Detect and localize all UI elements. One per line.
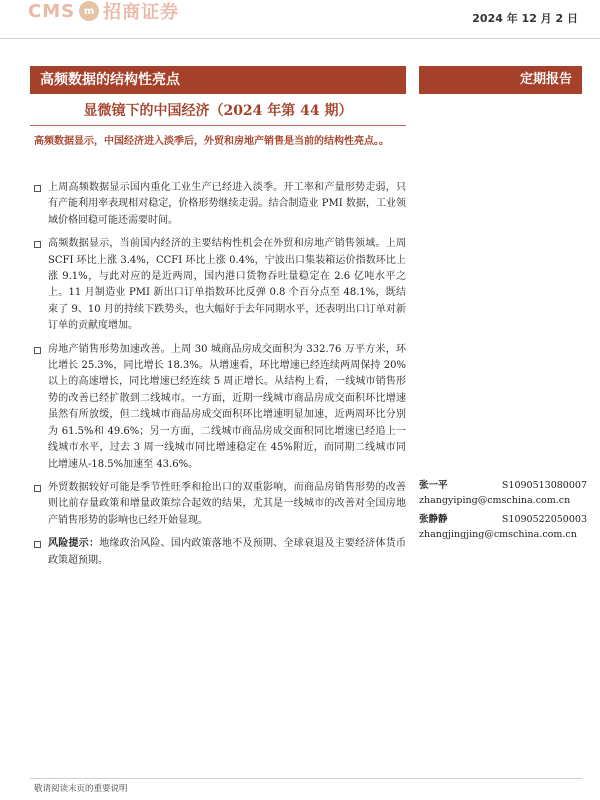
analyst-license-id: S1090513080007 bbox=[501, 480, 587, 491]
bullet-text: 外贸数据较好可能是季节性旺季和抢出口的双重影响，而商品房销售形势的改善则比前存量政策和增量政策综合起效的结果，尤其是一线城市的改善对全国房地产销售形势的影响也已经开始显现。 bbox=[48, 481, 406, 526]
company-logo bbox=[28, 0, 179, 22]
analyst-entry bbox=[419, 478, 587, 508]
bullet-lead: 风险提示： bbox=[48, 538, 100, 550]
bullet-text: 房地产销售形势加速改善。上周 30 城商品房成交面积为 332.76 万平方米，环比增长 25.3%，同比增长 18.3%。从增速看，环比增速已经连续两周保持 20%以上的高速增长，同比增速已经连续 5 周正增长。从结构上看，一线城市销售形势的改善已经扩散到二线城市。一方面，近期一线城市商品房成交面积环比增速虽然有所放缓，但二线城市商品房成交面积环比增速明显加速，近两周环比分别为 61.5%和 49.6%；另一方面，二线城市商品房成交面积同比增速已经追上一线城市水平，过去 3 周一线城市同比增速稳定在 45%附近，而同期二线城市同比增速从-18.5%加速至 43.6%。 bbox=[48, 343, 406, 470]
page-title: 显微镜下的中国经济（2024 年第 44 期） bbox=[83, 103, 353, 119]
bullet-item bbox=[34, 180, 406, 229]
checkbox-bullet-icon bbox=[34, 347, 41, 354]
footer-divider bbox=[30, 778, 582, 779]
bullet-item bbox=[34, 342, 406, 473]
page-header bbox=[0, 0, 600, 40]
logo-latin: CMS bbox=[28, 0, 76, 22]
checkbox-bullet-icon bbox=[34, 541, 41, 548]
section-banner: 高频数据的结构性亮点 bbox=[30, 66, 406, 94]
analyst-name: 张静静 bbox=[419, 514, 448, 525]
report-date: 2024 年 12 月 2 日 bbox=[472, 12, 578, 25]
analyst-email[interactable]: zhangyiping@cmschina.com.cn bbox=[419, 495, 571, 506]
bullet-text: 地缘政治风险、国内政策落地不及预期、全球衰退及主要经济体货币政策超预期。 bbox=[48, 538, 407, 566]
bullet-text: 上周高频数据显示国内重化工业生产已经进入淡季。开工率和产量形势走弱，只有产能利用率表现相对稳定，价格形势继续走弱。结合制造业 PMI 数据，工业领域价格回稳可能还需要时间。 bbox=[48, 182, 406, 226]
checkbox-bullet-icon bbox=[34, 241, 41, 248]
bullet-list bbox=[34, 180, 406, 576]
analyst-panel bbox=[419, 478, 587, 546]
header-divider bbox=[0, 38, 600, 39]
bullet-item bbox=[34, 480, 406, 529]
summary-text: 高频数据显示，中国经济进入淡季后，外贸和房地产销售是当前的结构性亮点。。 bbox=[34, 136, 389, 147]
analyst-name: 张一平 bbox=[419, 480, 448, 491]
checkbox-bullet-icon bbox=[34, 185, 41, 192]
checkbox-bullet-icon bbox=[34, 485, 41, 492]
bullet-item bbox=[34, 536, 406, 569]
report-type-banner: 定期报告 bbox=[419, 66, 582, 94]
analyst-email[interactable]: zhangjingjing@cmschina.com.cn bbox=[419, 529, 577, 540]
bullet-item bbox=[34, 236, 406, 334]
title-divider bbox=[30, 125, 406, 126]
analyst-entry bbox=[419, 512, 587, 542]
bullet-text: 高频数据显示，当前国内经济的主要结构性机会在外贸和房地产销售领域。上周 SCFI 环比上涨 3.4%，CCFI 环比上涨 0.4%，宁波出口集装箱运价指数环比上涨 9.1%，与此对应的是近两周，国内港口货物吞吐量稳定在 2.6 亿吨水平之上。11 月制造业 PMI 新出口订单指数环比反弹 0.8 个百分点至 48.1%，既结束了 9、10 月的持续下跌势头，也大幅好于去年同期水平，还表明出口订单对新订单的贡献度增加。 bbox=[48, 238, 406, 332]
analyst-license-id: S1090522050003 bbox=[501, 514, 587, 525]
logo-emblem-icon: m bbox=[79, 1, 99, 21]
logo-chinese: 招商证券 bbox=[103, 2, 180, 23]
footer-note: 敬请阅读末页的重要说明 bbox=[34, 784, 128, 794]
